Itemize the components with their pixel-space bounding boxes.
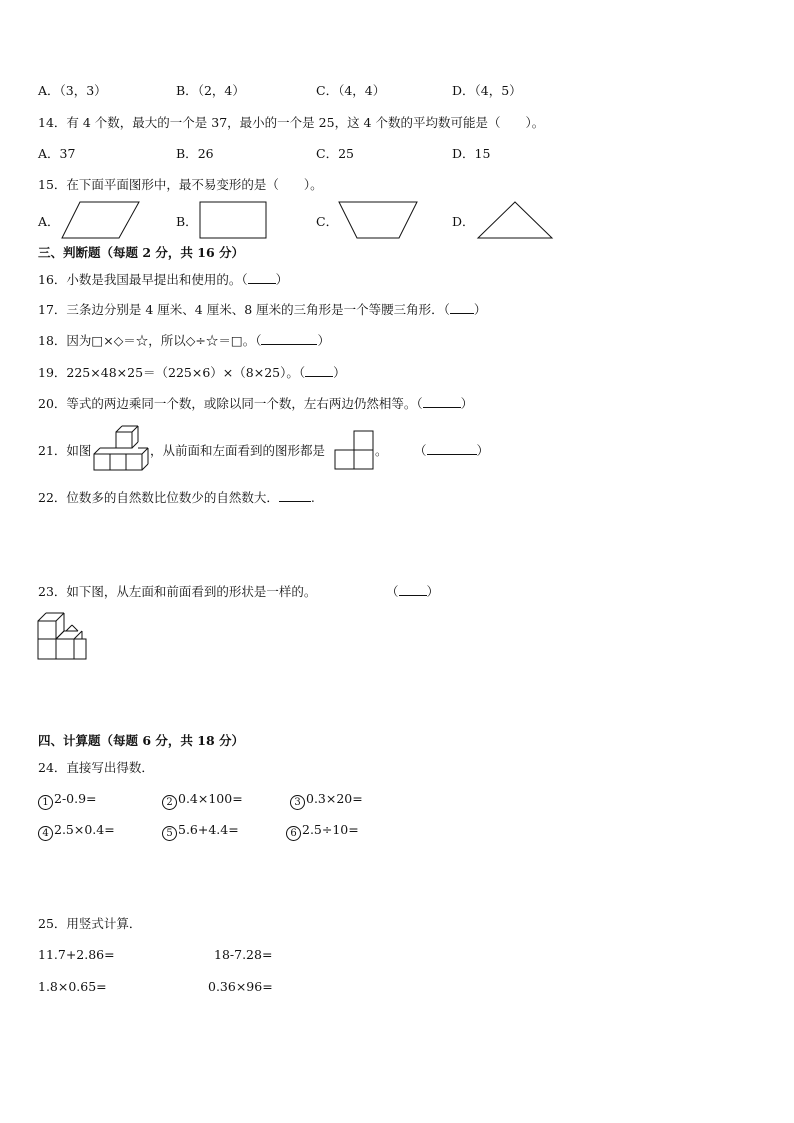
q14-option-d: D．15 xyxy=(452,146,491,161)
q19: 19．225×48×25＝（225×6）×（8×25）。（ ） xyxy=(38,365,346,380)
q24-item-6: 6 2.5÷10= xyxy=(286,822,359,841)
q24-item-3: 3 0.3×20= xyxy=(290,791,363,810)
q24-item-1: 1 2-0.9= xyxy=(38,791,97,810)
q23-answer: （ ） xyxy=(386,584,440,599)
section-3-title: 三、判断题（每题 2 分，共 16 分） xyxy=(38,245,245,260)
q13-option-d: D．（4，5） xyxy=(452,83,522,98)
circled-number: 3 xyxy=(290,795,305,810)
q25-item-2: 18-7.28= xyxy=(214,947,273,962)
q21-middle: ，从前面和左面看到的图形都是 xyxy=(150,443,326,458)
q21-answer: （ ） xyxy=(414,443,490,458)
section-4-title: 四、计算题（每题 6 分，共 18 分） xyxy=(38,733,245,748)
cube-stack-icon xyxy=(92,425,148,473)
answer-blank[interactable] xyxy=(261,333,317,345)
q25-item-1: 11.7+2.86= xyxy=(38,947,115,962)
q23-stem: 23．如下图，从左面和前面看到的形状是一样的。 xyxy=(38,584,317,599)
trapezoid-icon xyxy=(337,200,419,240)
answer-blank[interactable] xyxy=(450,302,474,314)
q15-option-d-label: D． xyxy=(452,214,475,229)
q15-option-c-label: C． xyxy=(316,214,339,229)
answer-blank[interactable] xyxy=(305,365,333,377)
answer-blank[interactable] xyxy=(427,443,477,455)
q16: 16．小数是我国最早提出和使用的。（ ） xyxy=(38,272,289,287)
q21-prefix: 21．如图 xyxy=(38,443,92,458)
q14-option-c: C．25 xyxy=(316,146,354,161)
answer-blank[interactable] xyxy=(423,396,461,408)
q24-item-2: 2 0.4×100= xyxy=(162,791,243,810)
q14-option-b: B．26 xyxy=(176,146,214,161)
q21-suffix: 。 xyxy=(375,443,388,458)
circled-number: 2 xyxy=(162,795,177,810)
q25-stem: 25．用竖式计算． xyxy=(38,916,142,931)
q22: 22．位数多的自然数比位数少的自然数大． . xyxy=(38,490,315,505)
q18: 18．因为□×◇＝☆，所以◇÷☆＝□。（ ） xyxy=(38,333,330,348)
circled-number: 5 xyxy=(162,826,177,841)
view-shape-icon xyxy=(334,430,376,470)
circled-number: 4 xyxy=(38,826,53,841)
q15-stem: 15．在下面平面图形中，最不易变形的是（ ）。 xyxy=(38,177,323,192)
q24-stem: 24．直接写出得数． xyxy=(38,760,154,775)
q20: 20．等式的两边乘同一个数，或除以同一个数，左右两边仍然相等。（ ） xyxy=(38,396,474,411)
q13-option-c: C．（4，4） xyxy=(316,83,386,98)
circled-number: 6 xyxy=(286,826,301,841)
block-figure-icon xyxy=(37,612,91,662)
q25-item-4: 0.36×96= xyxy=(208,979,273,994)
q24-item-4: 4 2.5×0.4= xyxy=(38,822,115,841)
q14-option-a: A．37 xyxy=(38,146,76,161)
triangle-icon xyxy=(476,200,554,240)
q15-option-b-label: B． xyxy=(176,214,198,229)
q13-option-b: B．（2，4） xyxy=(176,83,245,98)
answer-blank[interactable] xyxy=(399,584,427,596)
q13-option-a: A．（3，3） xyxy=(38,83,107,98)
q25-item-3: 1.8×0.65= xyxy=(38,979,107,994)
answer-blank[interactable] xyxy=(279,490,311,502)
q17: 17．三条边分别是 4 厘米、4 厘米、8 厘米的三角形是一个等腰三角形．（ ） xyxy=(38,302,487,317)
parallelogram-icon xyxy=(60,200,140,240)
answer-blank[interactable] xyxy=(248,272,276,284)
q24-item-5: 5 5.6+4.4= xyxy=(162,822,239,841)
rectangle-icon xyxy=(198,200,268,240)
circled-number: 1 xyxy=(38,795,53,810)
q15-option-a-label: A． xyxy=(38,214,60,229)
q14-stem: 14．有 4 个数，最大的一个是 37，最小的一个是 25，这 4 个数的平均数可能是（ ）。 xyxy=(38,115,545,130)
